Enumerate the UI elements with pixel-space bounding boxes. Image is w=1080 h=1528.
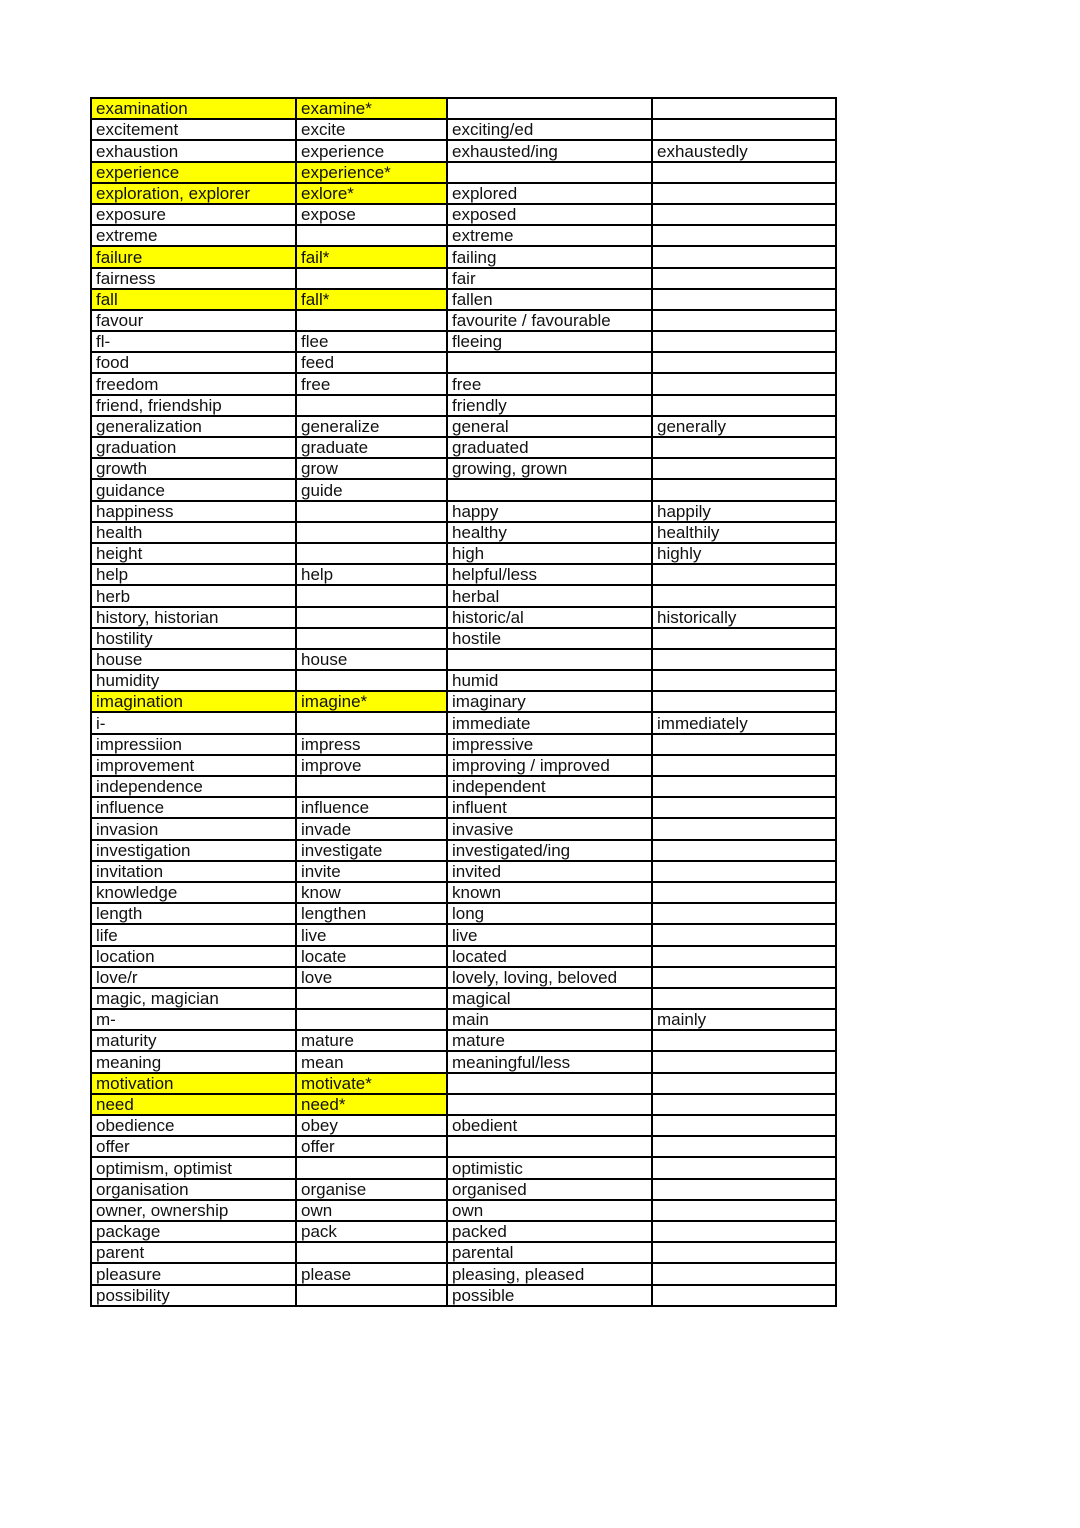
noun-cell: improvement (91, 755, 296, 776)
noun-cell: height (91, 543, 296, 564)
table-row (91, 1179, 836, 1200)
adverb-cell (652, 776, 836, 797)
adjective-cell: failing (447, 246, 652, 267)
adjective-cell (447, 649, 652, 670)
table-row (91, 437, 836, 458)
word-forms-table (90, 97, 837, 1307)
noun-cell: imagination (91, 691, 296, 712)
verb-cell: motivate* (296, 1073, 447, 1094)
noun-cell: exhaustion (91, 140, 296, 161)
table-row (91, 1136, 836, 1157)
adjective-cell: immediate (447, 712, 652, 733)
adjective-cell: hostile (447, 628, 652, 649)
noun-cell: m- (91, 1009, 296, 1030)
verb-cell: obey (296, 1115, 447, 1136)
table-row (91, 501, 836, 522)
noun-cell: herb (91, 585, 296, 606)
table-row (91, 1115, 836, 1136)
adjective-cell: optimistic (447, 1157, 652, 1178)
verb-cell (296, 310, 447, 331)
verb-cell: impress (296, 734, 447, 755)
adjective-cell: pleasing, pleased (447, 1263, 652, 1284)
verb-cell (296, 501, 447, 522)
table-row (91, 522, 836, 543)
verb-cell: guide (296, 479, 447, 500)
adverb-cell: exhaustedly (652, 140, 836, 161)
adjective-cell: fair (447, 268, 652, 289)
table-row (91, 119, 836, 140)
adverb-cell (652, 458, 836, 479)
verb-cell: examine* (296, 98, 447, 119)
adjective-cell: helpful/less (447, 564, 652, 585)
adjective-cell: possible (447, 1285, 652, 1306)
adjective-cell (447, 1073, 652, 1094)
adjective-cell: fallen (447, 289, 652, 310)
adverb-cell (652, 246, 836, 267)
adverb-cell (652, 183, 836, 204)
noun-cell: fall (91, 289, 296, 310)
adjective-cell: main (447, 1009, 652, 1030)
verb-cell (296, 628, 447, 649)
verb-cell: mean (296, 1051, 447, 1072)
verb-cell: feed (296, 352, 447, 373)
adverb-cell: immediately (652, 712, 836, 733)
table-row (91, 246, 836, 267)
verb-cell (296, 268, 447, 289)
adverb-cell (652, 162, 836, 183)
verb-cell: experience (296, 140, 447, 161)
verb-cell (296, 1242, 447, 1263)
adverb-cell (652, 1094, 836, 1115)
verb-cell: grow (296, 458, 447, 479)
adverb-cell (652, 204, 836, 225)
noun-cell: owner, ownership (91, 1200, 296, 1221)
adjective-cell: packed (447, 1221, 652, 1242)
adjective-cell: own (447, 1200, 652, 1221)
noun-cell: friend, friendship (91, 395, 296, 416)
adverb-cell (652, 967, 836, 988)
adverb-cell (652, 1263, 836, 1284)
noun-cell: obedience (91, 1115, 296, 1136)
adjective-cell: magical (447, 988, 652, 1009)
table-row (91, 162, 836, 183)
adverb-cell (652, 1157, 836, 1178)
table-row (91, 268, 836, 289)
adjective-cell: humid (447, 670, 652, 691)
table-row (91, 797, 836, 818)
table-row (91, 607, 836, 628)
adverb-cell (652, 289, 836, 310)
adjective-cell: organised (447, 1179, 652, 1200)
table-row (91, 988, 836, 1009)
noun-cell: independence (91, 776, 296, 797)
noun-cell: invasion (91, 818, 296, 839)
adjective-cell: known (447, 882, 652, 903)
verb-cell: invite (296, 861, 447, 882)
noun-cell: food (91, 352, 296, 373)
table-row (91, 924, 836, 945)
adjective-cell: investigated/ing (447, 840, 652, 861)
adjective-cell (447, 479, 652, 500)
verb-cell (296, 395, 447, 416)
noun-cell: excitement (91, 119, 296, 140)
verb-cell: please (296, 1263, 447, 1284)
table-row (91, 649, 836, 670)
noun-cell: favour (91, 310, 296, 331)
adverb-cell: happily (652, 501, 836, 522)
adjective-cell: obedient (447, 1115, 652, 1136)
adjective-cell: favourite / favourable (447, 310, 652, 331)
adverb-cell (652, 310, 836, 331)
verb-cell (296, 1009, 447, 1030)
table-row (91, 818, 836, 839)
verb-cell: invade (296, 818, 447, 839)
verb-cell: influence (296, 797, 447, 818)
adjective-cell: live (447, 924, 652, 945)
table-row (91, 416, 836, 437)
adjective-cell: exciting/ed (447, 119, 652, 140)
adverb-cell: historically (652, 607, 836, 628)
adjective-cell: influent (447, 797, 652, 818)
verb-cell: love (296, 967, 447, 988)
adjective-cell: extreme (447, 225, 652, 246)
noun-cell: pleasure (91, 1263, 296, 1284)
adverb-cell (652, 1200, 836, 1221)
verb-cell: imagine* (296, 691, 447, 712)
adverb-cell (652, 1179, 836, 1200)
adjective-cell (447, 162, 652, 183)
table-row (91, 1200, 836, 1221)
verb-cell: flee (296, 331, 447, 352)
noun-cell: failure (91, 246, 296, 267)
noun-cell: happiness (91, 501, 296, 522)
adverb-cell (652, 840, 836, 861)
table-row (91, 840, 836, 861)
adjective-cell: explored (447, 183, 652, 204)
adverb-cell (652, 1115, 836, 1136)
noun-cell: history, historian (91, 607, 296, 628)
table-row (91, 183, 836, 204)
adjective-cell: improving / improved (447, 755, 652, 776)
noun-cell: graduation (91, 437, 296, 458)
adverb-cell (652, 1242, 836, 1263)
verb-cell: pack (296, 1221, 447, 1242)
table-row (91, 628, 836, 649)
noun-cell: parent (91, 1242, 296, 1263)
table-row (91, 204, 836, 225)
table-row (91, 734, 836, 755)
adverb-cell: healthily (652, 522, 836, 543)
verb-cell (296, 522, 447, 543)
noun-cell: motivation (91, 1073, 296, 1094)
table-row (91, 882, 836, 903)
verb-cell: lengthen (296, 903, 447, 924)
table-row (91, 967, 836, 988)
table-row (91, 1242, 836, 1263)
adjective-cell: healthy (447, 522, 652, 543)
adjective-cell: lovely, loving, beloved (447, 967, 652, 988)
noun-cell: love/r (91, 967, 296, 988)
adverb-cell: generally (652, 416, 836, 437)
adverb-cell (652, 1136, 836, 1157)
verb-cell: investigate (296, 840, 447, 861)
verb-cell (296, 225, 447, 246)
adverb-cell (652, 119, 836, 140)
noun-cell: freedom (91, 373, 296, 394)
noun-cell: hostility (91, 628, 296, 649)
noun-cell: health (91, 522, 296, 543)
adverb-cell (652, 882, 836, 903)
noun-cell: generalization (91, 416, 296, 437)
adjective-cell (447, 1136, 652, 1157)
adverb-cell (652, 628, 836, 649)
verb-cell: know (296, 882, 447, 903)
noun-cell: extreme (91, 225, 296, 246)
table-row (91, 1009, 836, 1030)
table-row (91, 373, 836, 394)
adjective-cell: high (447, 543, 652, 564)
verb-cell: organise (296, 1179, 447, 1200)
table-row (91, 564, 836, 585)
verb-cell (296, 543, 447, 564)
adverb-cell (652, 479, 836, 500)
adverb-cell (652, 1073, 836, 1094)
table-row (91, 1073, 836, 1094)
table-row (91, 712, 836, 733)
verb-cell: need* (296, 1094, 447, 1115)
verb-cell (296, 988, 447, 1009)
verb-cell: exlore* (296, 183, 447, 204)
noun-cell: help (91, 564, 296, 585)
adjective-cell: invited (447, 861, 652, 882)
adjective-cell: fleeing (447, 331, 652, 352)
adjective-cell: general (447, 416, 652, 437)
table-row (91, 543, 836, 564)
table-row (91, 331, 836, 352)
adverb-cell (652, 734, 836, 755)
noun-cell: guidance (91, 479, 296, 500)
verb-cell: excite (296, 119, 447, 140)
noun-cell: magic, magician (91, 988, 296, 1009)
adverb-cell (652, 268, 836, 289)
adverb-cell (652, 331, 836, 352)
noun-cell: meaning (91, 1051, 296, 1072)
adverb-cell: mainly (652, 1009, 836, 1030)
verb-cell: improve (296, 755, 447, 776)
noun-cell: fl- (91, 331, 296, 352)
noun-cell: house (91, 649, 296, 670)
adjective-cell: growing, grown (447, 458, 652, 479)
adverb-cell (652, 1051, 836, 1072)
table-row (91, 1263, 836, 1284)
noun-cell: invitation (91, 861, 296, 882)
table-row (91, 395, 836, 416)
adverb-cell (652, 797, 836, 818)
table-row (91, 352, 836, 373)
verb-cell: live (296, 924, 447, 945)
verb-cell: experience* (296, 162, 447, 183)
adjective-cell (447, 1094, 652, 1115)
noun-cell: i- (91, 712, 296, 733)
table-row (91, 1030, 836, 1051)
adverb-cell (652, 988, 836, 1009)
table-row (91, 861, 836, 882)
table-row (91, 98, 836, 119)
noun-cell: possibility (91, 1285, 296, 1306)
adjective-cell: invasive (447, 818, 652, 839)
table-row (91, 776, 836, 797)
adjective-cell: independent (447, 776, 652, 797)
verb-cell: expose (296, 204, 447, 225)
adverb-cell (652, 649, 836, 670)
noun-cell: knowledge (91, 882, 296, 903)
adverb-cell (652, 818, 836, 839)
table-row (91, 225, 836, 246)
adjective-cell: parental (447, 1242, 652, 1263)
adverb-cell (652, 225, 836, 246)
verb-cell: locate (296, 946, 447, 967)
verb-cell (296, 1157, 447, 1178)
verb-cell: free (296, 373, 447, 394)
adjective-cell: long (447, 903, 652, 924)
verb-cell: offer (296, 1136, 447, 1157)
table-row (91, 903, 836, 924)
adverb-cell (652, 373, 836, 394)
adverb-cell (652, 1030, 836, 1051)
noun-cell: growth (91, 458, 296, 479)
verb-cell: mature (296, 1030, 447, 1051)
adverb-cell (652, 861, 836, 882)
noun-cell: need (91, 1094, 296, 1115)
adjective-cell: graduated (447, 437, 652, 458)
adjective-cell: exhausted/ing (447, 140, 652, 161)
table-row (91, 458, 836, 479)
verb-cell (296, 607, 447, 628)
adverb-cell (652, 946, 836, 967)
adverb-cell: highly (652, 543, 836, 564)
adverb-cell (652, 670, 836, 691)
noun-cell: impressiion (91, 734, 296, 755)
adverb-cell (652, 1221, 836, 1242)
adjective-cell: herbal (447, 585, 652, 606)
table-row (91, 1051, 836, 1072)
verb-cell: help (296, 564, 447, 585)
adjective-cell: meaningful/less (447, 1051, 652, 1072)
noun-cell: humidity (91, 670, 296, 691)
adverb-cell (652, 691, 836, 712)
adjective-cell: free (447, 373, 652, 394)
adjective-cell (447, 98, 652, 119)
noun-cell: exposure (91, 204, 296, 225)
adjective-cell: imaginary (447, 691, 652, 712)
noun-cell: maturity (91, 1030, 296, 1051)
table-row (91, 946, 836, 967)
noun-cell: exploration, explorer (91, 183, 296, 204)
adverb-cell (652, 352, 836, 373)
adjective-cell: mature (447, 1030, 652, 1051)
adverb-cell (652, 98, 836, 119)
table-row (91, 585, 836, 606)
adverb-cell (652, 903, 836, 924)
noun-cell: package (91, 1221, 296, 1242)
adverb-cell (652, 1285, 836, 1306)
adjective-cell: historic/al (447, 607, 652, 628)
word-forms-table-body (91, 98, 836, 1306)
verb-cell (296, 670, 447, 691)
noun-cell: location (91, 946, 296, 967)
noun-cell: life (91, 924, 296, 945)
noun-cell: length (91, 903, 296, 924)
table-row (91, 670, 836, 691)
verb-cell: generalize (296, 416, 447, 437)
adverb-cell (652, 585, 836, 606)
adverb-cell (652, 437, 836, 458)
verb-cell: house (296, 649, 447, 670)
table-row (91, 755, 836, 776)
adjective-cell: located (447, 946, 652, 967)
table-row (91, 691, 836, 712)
noun-cell: influence (91, 797, 296, 818)
table-row (91, 289, 836, 310)
table-row (91, 1157, 836, 1178)
table-row (91, 1094, 836, 1115)
adverb-cell (652, 755, 836, 776)
verb-cell: fail* (296, 246, 447, 267)
table-row (91, 1221, 836, 1242)
noun-cell: experience (91, 162, 296, 183)
table-row (91, 479, 836, 500)
table-row (91, 140, 836, 161)
verb-cell (296, 585, 447, 606)
noun-cell: investigation (91, 840, 296, 861)
adjective-cell: friendly (447, 395, 652, 416)
noun-cell: offer (91, 1136, 296, 1157)
adverb-cell (652, 564, 836, 585)
verb-cell: graduate (296, 437, 447, 458)
noun-cell: fairness (91, 268, 296, 289)
verb-cell: fall* (296, 289, 447, 310)
adverb-cell (652, 395, 836, 416)
verb-cell (296, 712, 447, 733)
verb-cell (296, 1285, 447, 1306)
noun-cell: optimism, optimist (91, 1157, 296, 1178)
noun-cell: organisation (91, 1179, 296, 1200)
adjective-cell: happy (447, 501, 652, 522)
adverb-cell (652, 924, 836, 945)
adjective-cell: exposed (447, 204, 652, 225)
table-row (91, 1285, 836, 1306)
adjective-cell: impressive (447, 734, 652, 755)
verb-cell: own (296, 1200, 447, 1221)
table-row (91, 310, 836, 331)
adjective-cell (447, 352, 652, 373)
noun-cell: examination (91, 98, 296, 119)
verb-cell (296, 776, 447, 797)
